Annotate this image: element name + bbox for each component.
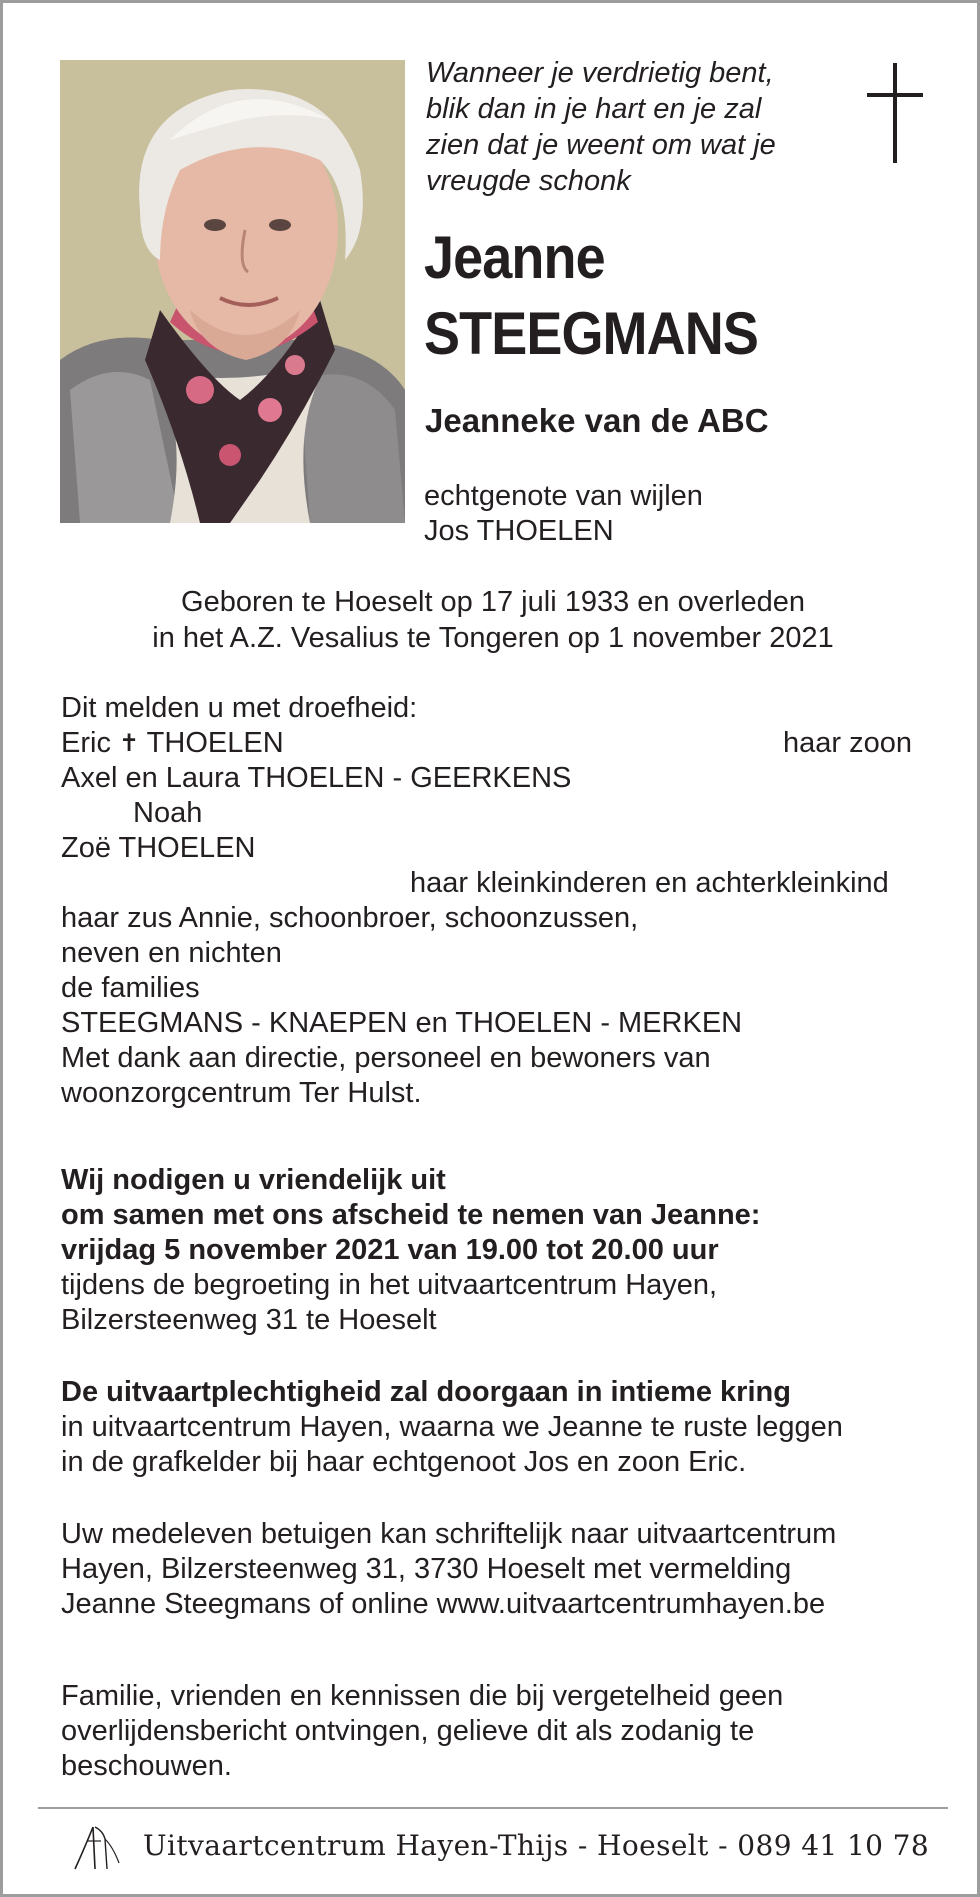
mourner-zoe: Zoë THOELEN	[61, 832, 256, 864]
portrait-photo	[60, 60, 405, 523]
mourner-noah: Noah	[133, 797, 203, 829]
notice-line-3: beschouwen.	[61, 1750, 232, 1782]
portrait-image	[60, 60, 405, 523]
ceremony-line-3: in de grafkelder bij haar echtgenoot Jos en zoon Eric.	[61, 1446, 747, 1478]
ceremony-line-2: in uitvaartcentrum Hayen, waarna we Jeanne te ruste leggen	[61, 1411, 843, 1443]
mourner-sister: haar zus Annie, schoonbroer, schoonzussen,	[61, 902, 639, 934]
small-cross-icon: ✝	[119, 730, 140, 757]
footer-divider	[38, 1807, 948, 1809]
notice-line-1: Familie, vrienden en kennissen die bij vergetelheid geen	[61, 1680, 784, 1712]
mourner-eric	[61, 726, 284, 762]
cross-icon	[865, 63, 925, 163]
footer-funeral-home: Uitvaartcentrum Hayen-Thijs - Hoeselt - 089 41 10 78	[143, 1829, 930, 1862]
mourner-axel: Axel en Laura THOELEN - GEERKENS	[61, 762, 572, 794]
ceremony-line-1: De uitvaartplechtigheid zal doorgaan in intieme kring	[61, 1376, 791, 1408]
mourner-families: de families	[61, 972, 200, 1004]
invitation-line-4: tijdens de begroeting in het uitvaartcentrum Hayen,	[61, 1269, 718, 1301]
thanks-line-2: woonzorgcentrum Ter Hulst.	[61, 1077, 422, 1109]
deceased-first-name: Jeanne	[424, 224, 605, 291]
condolences-line-1: Uw medeleven betuigen kan schriftelijk naar uitvaartcentrum	[61, 1518, 837, 1550]
condolences-line-2: Hayen, Bilzersteenweg 31, 3730 Hoeselt met vermelding	[61, 1553, 792, 1585]
mourner-eric-first: Eric	[61, 727, 111, 759]
invitation-line-5: Bilzersteenweg 31 te Hoeselt	[61, 1304, 437, 1336]
condolences-line-3: Jeanne Steegmans of online www.uitvaartcentrumhayen.be	[61, 1588, 826, 1620]
poem-quote: Wanneer je verdrietig bent, blik dan in je hart en je zal zien dat je weent om wat je vreugde schonk	[426, 57, 776, 197]
son-label: haar zoon	[783, 727, 912, 759]
grandchildren-label: haar kleinkinderen en achterkleinkind	[410, 867, 889, 899]
mourner-cousins: neven en nichten	[61, 937, 282, 969]
thanks-line-1: Met dank aan directie, personeel en bewoners van	[61, 1042, 711, 1074]
funeral-home-logo-icon	[71, 1817, 127, 1873]
deceased-last-name: STEEGMANS	[424, 300, 758, 367]
invitation-line-3: vrijdag 5 november 2021 van 19.00 tot 20.00 uur	[61, 1234, 719, 1266]
family-names: STEEGMANS - KNAEPEN en THOELEN - MERKEN	[61, 1007, 743, 1039]
birth-death-info: Geboren te Hoeselt op 17 juli 1933 en overleden in het A.Z. Vesalius te Tongeren op 1 november 2021	[152, 586, 834, 654]
mourner-eric-last: THOELEN	[146, 727, 284, 759]
spouse-info: echtgenote van wijlen Jos THOELEN	[424, 480, 703, 547]
invitation-line-2: om samen met ons afscheid te nemen van Jeanne:	[61, 1199, 761, 1231]
invitation-line-1: Wij nodigen u vriendelijk uit	[61, 1164, 446, 1196]
deceased-nickname: Jeanneke van de ABC	[425, 402, 769, 439]
mourners-intro: Dit melden u met droefheid:	[61, 692, 418, 724]
notice-line-2: overlijdensbericht ontvingen, gelieve dit als zodanig te	[61, 1715, 755, 1747]
